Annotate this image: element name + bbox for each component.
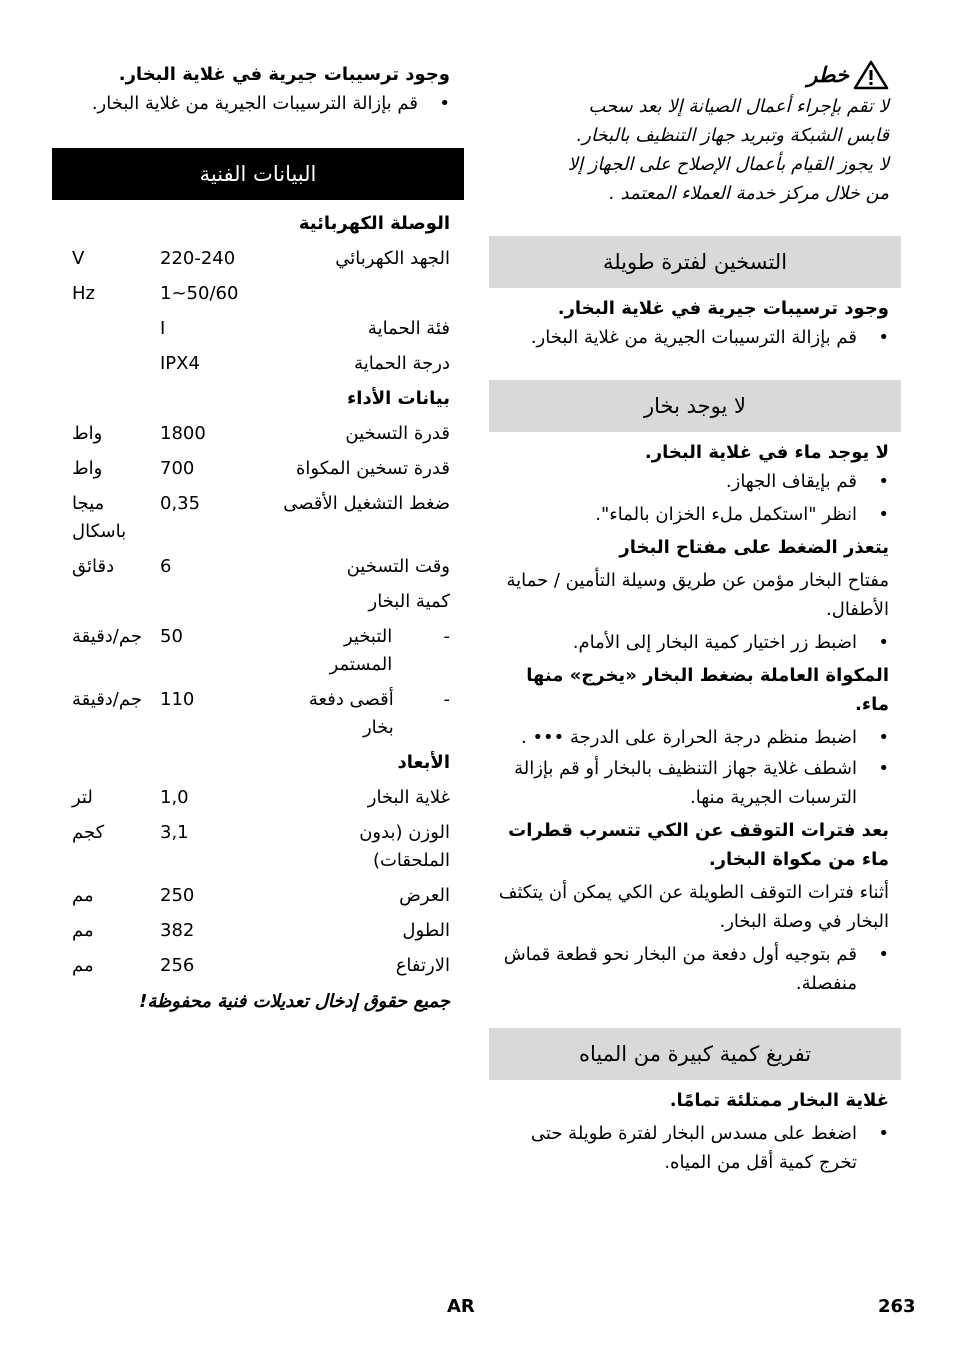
spec-unit: Hz xyxy=(72,283,95,304)
list-item: • اضغط على مسدس البخار لفترة طويلة حتى تخرج كمية أقل من المياه. xyxy=(489,1119,889,1177)
table-row xyxy=(52,276,464,311)
list-item: • اشطف غلاية جهاز التنظيف بالبخار أو قم بإزالة الترسبات الجيرية منها. xyxy=(489,754,889,812)
warning-line: لا يجوز القيام بأعمال الإصلاح على الجهاز إلا xyxy=(567,154,889,175)
spec-label: قدرة تسخين المكواة xyxy=(295,458,450,479)
spec-value: 250 xyxy=(160,885,195,906)
spec-label: الارتفاع xyxy=(395,955,450,976)
table-row xyxy=(52,486,464,549)
section-heading-no-steam: لا يوجد بخار xyxy=(489,380,901,432)
spec-unit: كجم xyxy=(72,822,105,843)
spec-value: 220-240 xyxy=(160,248,236,269)
list-item: • قم بإزالة الترسيبات الجيرية من غلاية البخار. xyxy=(489,323,889,352)
page-number: 263 xyxy=(878,1296,916,1317)
cause-text: لا يوجد ماء في غلاية البخار. xyxy=(644,442,889,463)
spec-label xyxy=(280,619,464,682)
table-row xyxy=(52,682,464,745)
cause-text: بعد فترات التوقف عن الكي تتسرب قطرات ماء من مكواة البخار. xyxy=(508,820,889,870)
table-row xyxy=(52,241,464,276)
warning-line: من خلال مركز خدمة العملاء المعتمد . xyxy=(609,183,889,204)
warning-heading xyxy=(489,60,889,90)
spec-label: غلاية البخار xyxy=(367,787,450,808)
bullet-list xyxy=(489,323,889,352)
spec-value: IPX4 xyxy=(160,353,200,374)
warning-text xyxy=(489,92,889,208)
spec-label: الجهد الكهربائي xyxy=(335,248,450,269)
tech-data-heading: البيانات الفنية xyxy=(52,148,464,200)
table-row xyxy=(52,619,464,682)
spec-unit xyxy=(52,346,160,381)
spec-value: 1~50/60 xyxy=(160,283,239,304)
spec-label: الطول xyxy=(402,920,450,941)
table-row xyxy=(52,815,464,878)
spec-unit: واط xyxy=(72,423,103,444)
spec-unit xyxy=(52,311,160,346)
group-subheading: كمية البخار xyxy=(368,591,450,612)
table-row xyxy=(52,948,464,983)
spec-value: 50 xyxy=(160,626,183,647)
spec-label: الوزن (بدون الملحقات) xyxy=(359,822,450,871)
bullet-list xyxy=(489,723,889,812)
warning-triangle-icon xyxy=(853,60,889,90)
group-heading: الوصلة الكهربائية xyxy=(298,213,450,234)
spec-value: 110 xyxy=(160,689,195,710)
table-row xyxy=(52,878,464,913)
section-heading-long-heating: التسخين لفترة طويلة xyxy=(489,236,901,288)
spec-label: قدرة التسخين xyxy=(345,423,450,444)
list-item: • قم بتوجيه أول دفعة من البخار نحو قطعة قماش منفصلة. xyxy=(489,940,889,998)
spec-unit: V xyxy=(72,248,85,269)
spec-label-text: أقصى دفعة بخار xyxy=(308,689,394,738)
table-row xyxy=(52,206,464,241)
table-row xyxy=(52,549,464,584)
bullet-list xyxy=(489,940,889,998)
table-row xyxy=(52,416,464,451)
table-row xyxy=(52,381,464,416)
spec-label: فئة الحماية xyxy=(367,318,450,339)
list-item: • قم بإزالة الترسيبات الجيرية من غلاية البخار. xyxy=(52,89,450,118)
spec-value: 382 xyxy=(160,920,195,941)
spec-unit: لتر xyxy=(72,787,93,808)
technical-changes-note: جميع حقوق إدخال تعديلات فنية محفوظة! xyxy=(139,991,450,1012)
spec-label: ضغط التشغيل الأقصى xyxy=(283,493,450,514)
spec-label: العرض xyxy=(399,885,450,906)
table-row xyxy=(52,346,464,381)
spec-label xyxy=(280,276,464,311)
section-heading-water-discharge: تفريغ كمية كبيرة من المياه xyxy=(489,1028,901,1080)
list-item: • قم بإيقاف الجهاز. xyxy=(489,467,889,496)
footer-language: AR xyxy=(447,1296,475,1317)
bullet-list xyxy=(489,1119,889,1177)
spec-value: 1800 xyxy=(160,423,206,444)
table-row xyxy=(52,451,464,486)
bullet-list xyxy=(489,467,889,529)
spec-unit: مم xyxy=(72,920,94,941)
cause-text: يتعذر الضغط على مفتاح البخار xyxy=(619,537,889,558)
spec-unit: جم/دقيقة xyxy=(72,689,142,710)
list-item: • انظر "استكمل ملء الخزان بالماء". xyxy=(489,500,889,529)
group-heading: بيانات الأداء xyxy=(347,388,450,409)
spec-value: 256 xyxy=(160,955,195,976)
cause-text: وجود ترسيبات جيرية في غلاية البخار. xyxy=(557,298,889,319)
remedy-text: مفتاح البخار مؤمن عن طريق وسيلة التأمين / حماية الأطفال. xyxy=(506,570,889,620)
cause-text: المكواة العاملة بضغط البخار «يخرج» منها ماء. xyxy=(526,665,889,715)
table-row xyxy=(52,780,464,815)
group-heading: الأبعاد xyxy=(397,752,450,773)
spec-label: وقت التسخين xyxy=(346,556,450,577)
spec-label: درجة الحماية xyxy=(354,353,450,374)
cause-text: غلاية البخار ممتلئة تمامًا. xyxy=(669,1090,889,1111)
spec-label-text: التبخير المستمر xyxy=(329,626,393,675)
spec-value: I xyxy=(160,318,166,339)
warning-line: لا تقم بإجراء أعمال الصيانة إلا بعد سحب xyxy=(588,96,889,117)
left-column xyxy=(52,60,464,1012)
spec-unit: ميجا باسكال xyxy=(72,493,127,542)
spec-unit: دقائق xyxy=(72,556,115,577)
spec-unit: جم/دقيقة xyxy=(72,626,142,647)
spec-value: 3,1 xyxy=(160,822,189,843)
spec-table xyxy=(52,206,464,983)
bullet-list xyxy=(52,89,450,118)
spec-value: 6 xyxy=(160,556,172,577)
dash-marker: - xyxy=(443,626,450,647)
dash-marker: - xyxy=(443,689,450,710)
warning-line: قابس الشبكة وتبريد جهاز التنظيف بالبخار. xyxy=(576,125,889,146)
list-item: • اضبط منظم درجة الحرارة على الدرجة ••• . xyxy=(489,723,889,752)
spec-value: 1,0 xyxy=(160,787,189,808)
bullet-list xyxy=(489,628,889,657)
spec-unit: مم xyxy=(72,885,94,906)
table-row xyxy=(52,311,464,346)
cause-text: وجود ترسيبات جيرية في غلاية البخار. xyxy=(118,64,450,85)
table-row xyxy=(52,913,464,948)
spec-value: 700 xyxy=(160,458,195,479)
spec-unit: واط xyxy=(72,458,103,479)
spec-label xyxy=(280,682,464,745)
list-item: • اضبط زر اختيار كمية البخار إلى الأمام. xyxy=(489,628,889,657)
warning-title: خطر xyxy=(807,63,849,87)
table-row xyxy=(52,584,464,619)
remedy-text: أثناء فترات التوقف الطويلة عن الكي يمكن أن يتكثف البخار في وصلة البخار. xyxy=(498,882,889,932)
right-column xyxy=(489,60,889,1177)
spec-value: 0,35 xyxy=(160,493,201,514)
spec-unit: مم xyxy=(72,955,94,976)
table-row xyxy=(52,745,464,780)
